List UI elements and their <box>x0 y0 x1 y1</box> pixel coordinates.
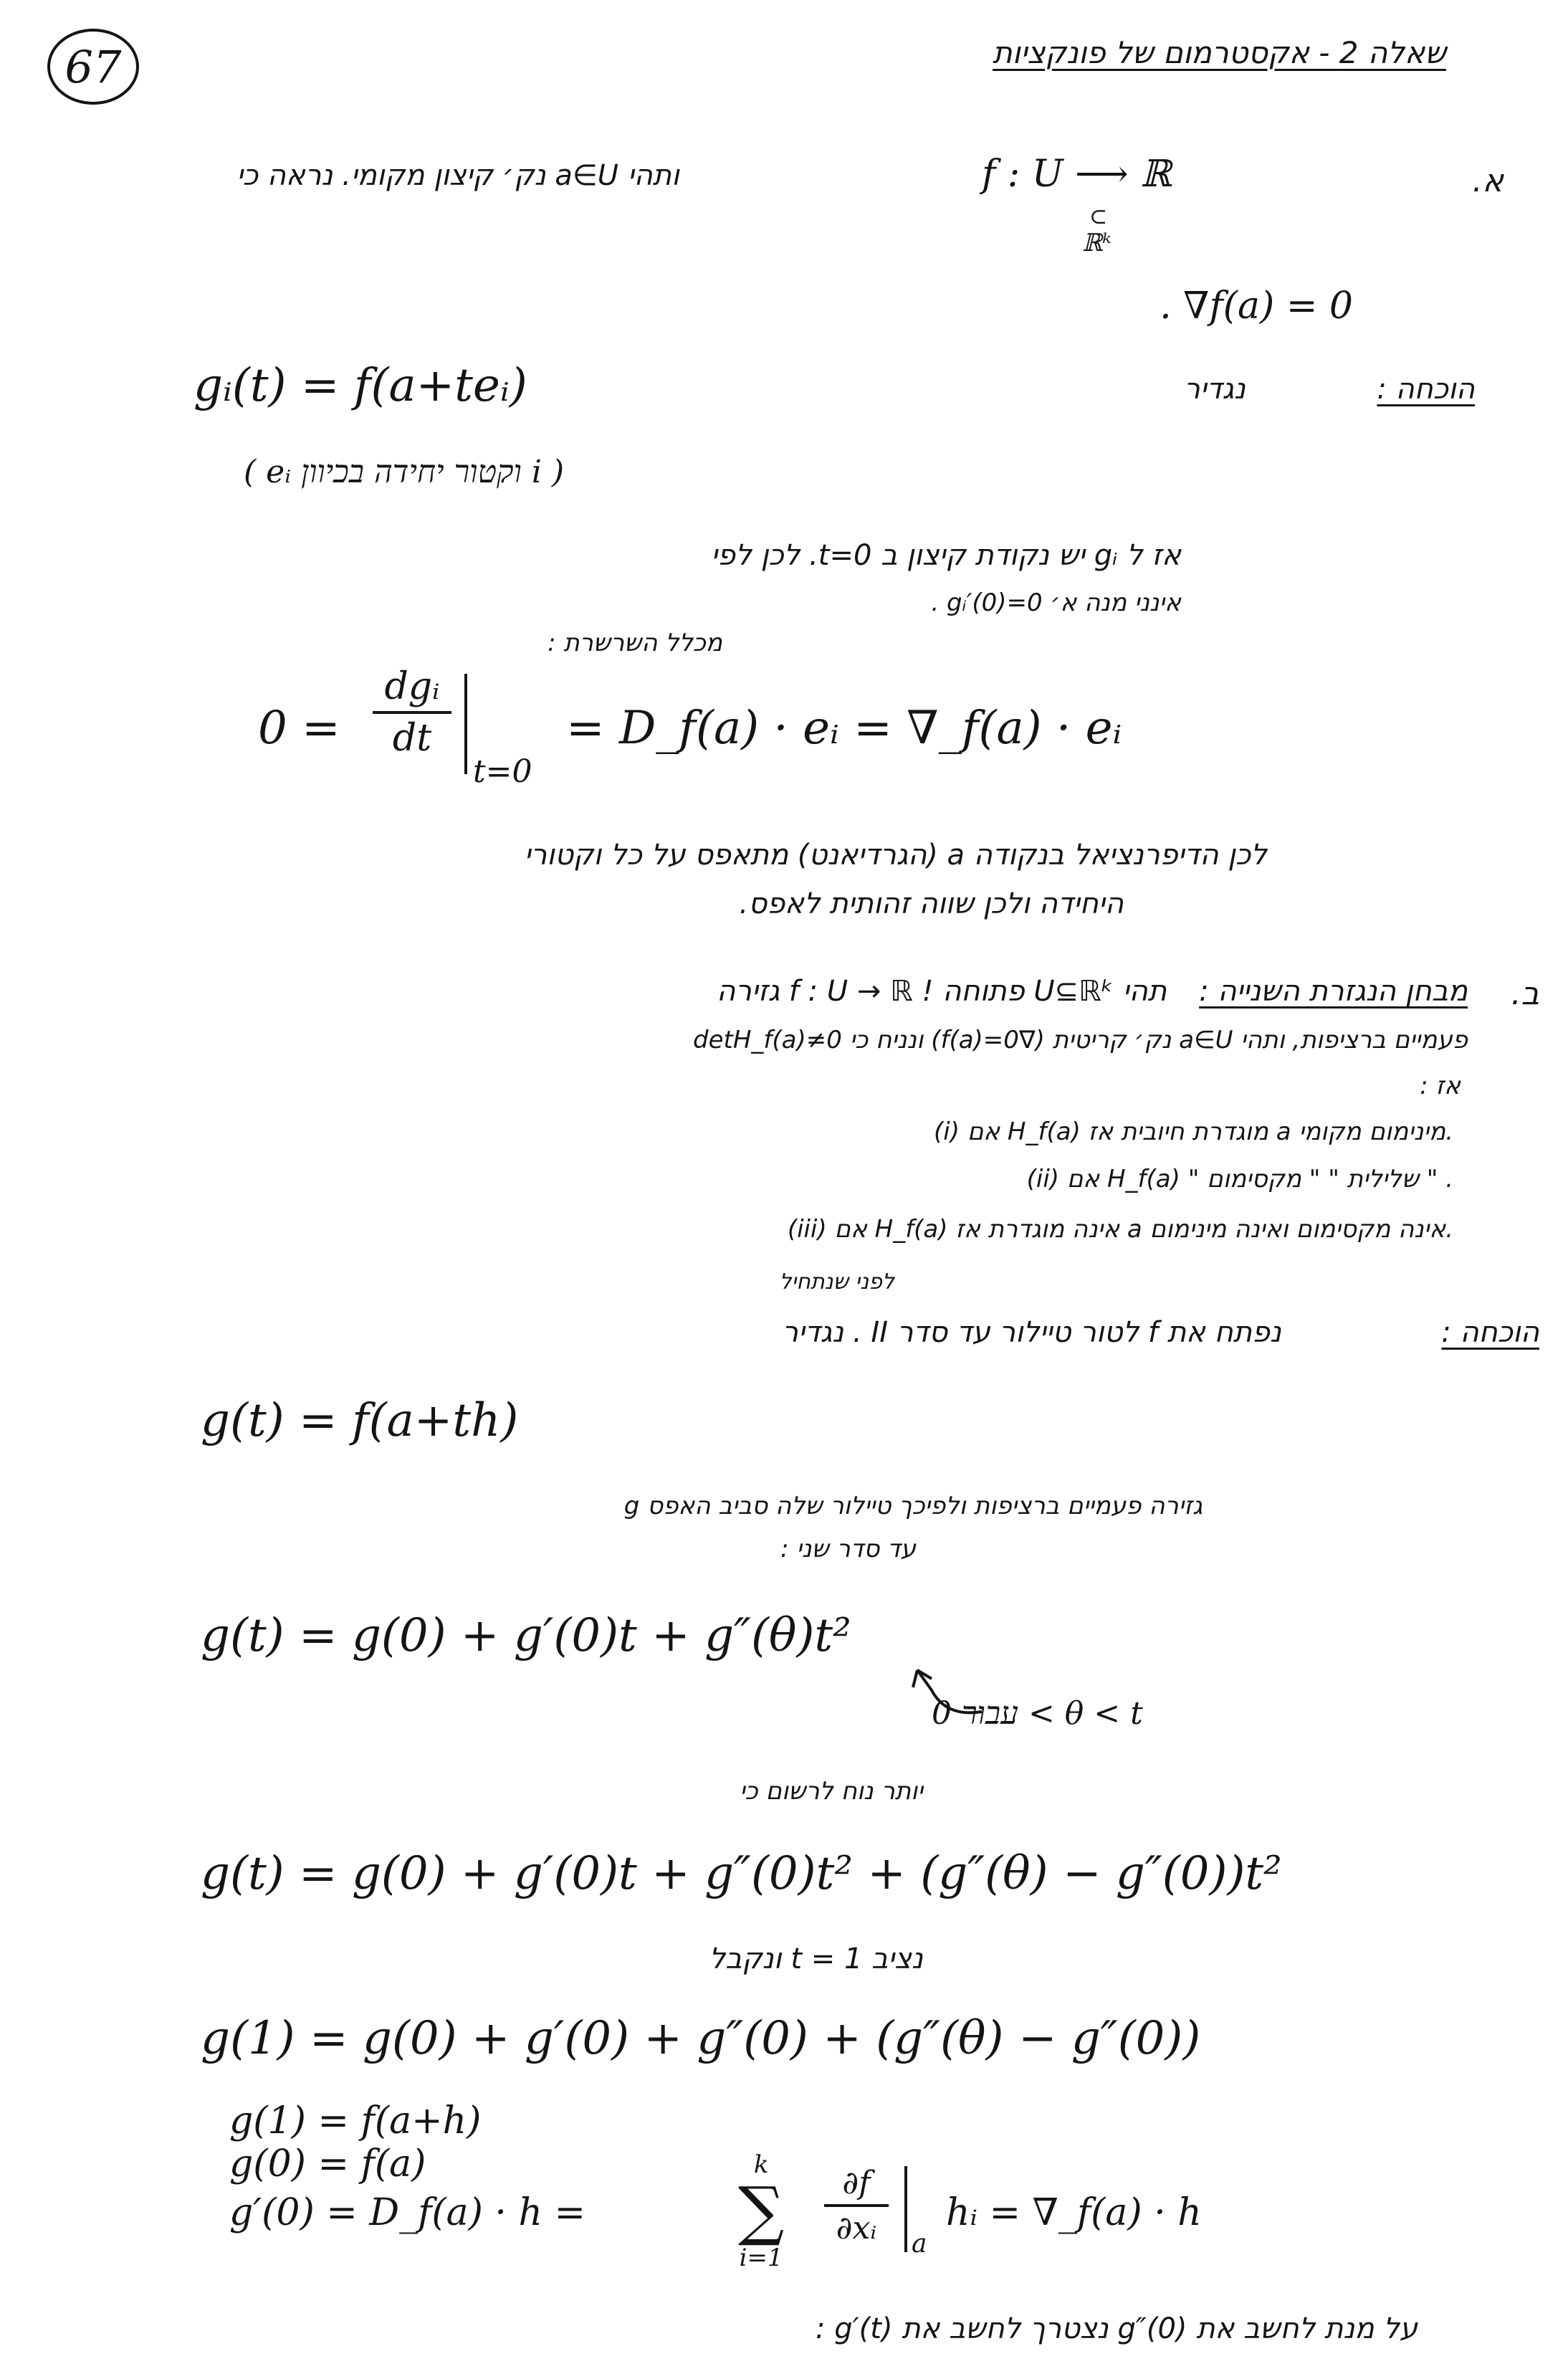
fraction-bar <box>373 711 451 714</box>
case-positive-definite: (i) אם H_f(a) מוגדרת חיובית אז a מינימום מקומי. <box>934 1117 1453 1146</box>
summation-sigma-icon: ∑ <box>738 2173 785 2249</box>
second-derivative-test-heading: מבחן הנגזרת השנייה : <box>1199 975 1468 1008</box>
section-a-marker: א. <box>1472 163 1504 199</box>
partial-evaluation-bar <box>904 2166 907 2252</box>
g-zero-value: g(0) = f(a) <box>229 2142 426 2185</box>
substitute-note: נציב t = 1 ונקבל <box>709 1942 923 1975</box>
conclusion-line-1: לכן הדיפרנציאל בנקודה a (הגרדיאנט) מתאפס על כל וקטורי <box>524 839 1267 872</box>
fraction-numerator: dgᵢ <box>384 665 440 708</box>
case-negative-definite: (ii) אם H_f(a) " שלילית " " מקסימום " . <box>1026 1165 1453 1193</box>
g-note-2: עד סדר שני : <box>780 1535 916 1563</box>
g-note-1: g גזירה פעמיים ברציפות ולפיכך טיילור שלה סביב האפס <box>623 1492 1203 1520</box>
section-b-marker: ב. <box>1511 976 1539 1012</box>
critical-point-line: אז ל gᵢ יש נקודת קיצון ב t=0. לכן לפי <box>711 539 1181 572</box>
summation-lower: i=1 <box>739 2244 783 2272</box>
section-a-function: f : U ⟶ ℝ <box>982 153 1172 196</box>
partial-bar <box>824 2204 889 2207</box>
domain-space: ℝᵏ <box>1082 229 1112 257</box>
g-i-definition: gᵢ(t) = f(a+teᵢ) <box>193 359 527 412</box>
proof-label-b: הוכחה : <box>1441 1316 1539 1349</box>
theta-arrow-icon <box>903 1662 989 1726</box>
fraction-denominator: dt <box>392 717 432 760</box>
proof-hint: לפני שנתחיל <box>779 1269 894 1295</box>
test-line-2: פעמיים ברציפות, ותהי a∈U נק׳ קריטית (∇f(a)=0) ונניח כי detH_f(a)≠0 <box>693 1026 1468 1054</box>
summation <box>738 2150 784 2272</box>
test-line-1: תהי U⊆ℝᵏ פתוחה ! f : U → ℝ גזירה <box>717 975 1167 1008</box>
chain-rule-label: מכלל השרשרת : <box>548 629 722 657</box>
g-one-value: g(1) = f(a+h) <box>229 2099 482 2142</box>
partial-fraction <box>824 2165 889 2246</box>
section-a-statement: ותהי a∈U נק׳ קיצון מקומי. נראה כי <box>236 159 679 192</box>
page-number: 67 <box>47 29 139 105</box>
taylor-formula-1: g(t) = g(0) + g′(0)t + g″(θ)t² <box>201 1609 851 1662</box>
partial-numerator: ∂f <box>842 2165 871 2201</box>
page-title: שאלה 2 - אקסטרמום של פונקציות <box>993 35 1446 70</box>
gradient-claim: . ∇f(a) = 0 <box>1160 285 1353 328</box>
domain-subset: ⊂ <box>1089 204 1108 229</box>
summation-upper: k <box>753 2150 769 2179</box>
gradient-dot-h: hᵢ = ∇_f(a) · h <box>946 2191 1202 2234</box>
unit-vector-note: ( eᵢ וקטור יחידה בכיוון i ) <box>244 454 565 490</box>
derivative-fraction <box>373 665 451 760</box>
partial-denominator: ∂xᵢ <box>836 2210 877 2246</box>
test-line-3: אז : <box>1420 1072 1461 1100</box>
equation-lhs: 0 = <box>258 702 340 755</box>
final-line: על מנת לחשב את g″(0) נצטרך לחשב את g′(t) : <box>815 2312 1418 2345</box>
taylor-formula-2: g(t) = g(0) + g′(0)t + g″(0)t² + (g″(θ) − g″(0))t² <box>201 1847 1282 1900</box>
evaluation-bar <box>464 674 467 774</box>
evaluation-point: t=0 <box>473 753 532 790</box>
taylor-expansion-line: נפתח את f לטור טיילור עד סדר II . נגדיר <box>782 1316 1281 1349</box>
case-indefinite: (iii) אם H_f(a) אינה מוגדרת אז a אינה מקסימום ואינה מינימום. <box>787 1215 1453 1244</box>
partial-evaluation-point: a <box>912 2229 927 2259</box>
g-definition: g(t) = f(a+th) <box>201 1394 519 1447</box>
equation-rhs: = D_f(a) · eᵢ = ∇_f(a) · eᵢ <box>566 702 1122 755</box>
g-prime-zero-lhs: g′(0) = D_f(a) · h = <box>229 2191 586 2234</box>
conclusion-line-2: היחידה ולכן שווה זהותית לאפס. <box>739 887 1124 920</box>
define-word-a: נגדיר <box>1184 373 1246 406</box>
proof-label-a: הוכחה : <box>1377 373 1475 406</box>
fermat-line: אינני מנה א׳ gᵢ′(0)=0 . <box>931 588 1181 617</box>
theta-condition: עבור 0 < θ < t <box>932 1695 1143 1732</box>
convenient-note: יותר נוח לרשום כי <box>740 1777 923 1806</box>
g-one-expansion: g(1) = g(0) + g′(0) + g″(0) + (g″(θ) − g″(0)) <box>201 2012 1201 2065</box>
